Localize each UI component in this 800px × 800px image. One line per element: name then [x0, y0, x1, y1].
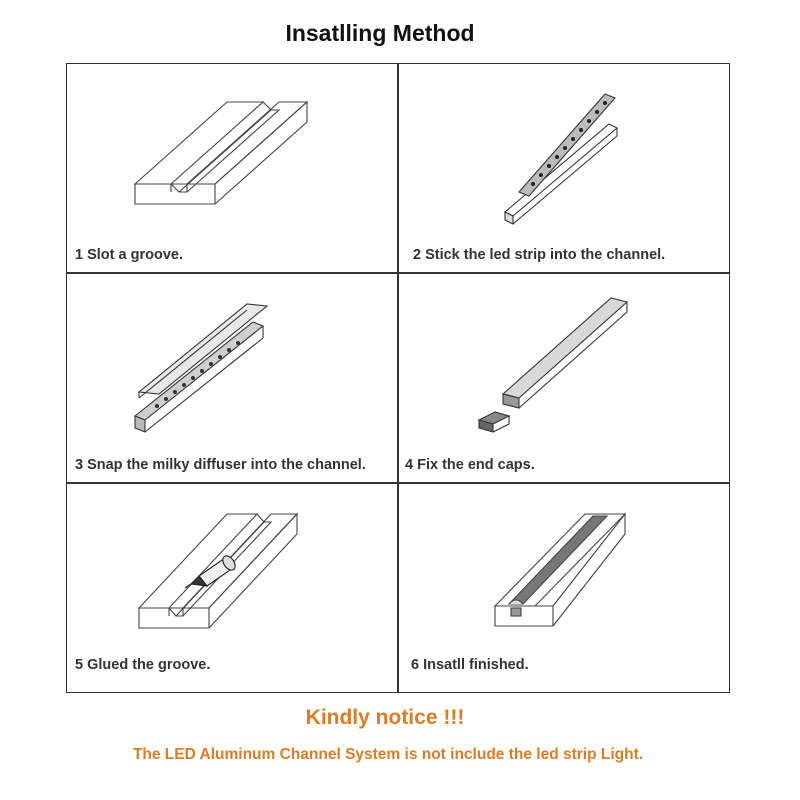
step-cell-1 [66, 63, 398, 273]
grooved-board-icon [67, 64, 399, 274]
diffuser-channel-icon [67, 274, 399, 484]
led-strip-channel-icon [399, 64, 731, 274]
step-cell-3 [66, 273, 398, 483]
end-cap-channel-icon [399, 274, 731, 484]
step-caption-2: 2 Stick the led strip into the channel. [413, 247, 666, 263]
notice-heading: Kindly notice !!! [305, 706, 465, 729]
step-caption-4: 4 Fix the end caps. [405, 457, 535, 473]
page-title: Insatlling Method [285, 20, 475, 46]
notice-text: The LED Aluminum Channel System is not include the led strip Light. [132, 746, 644, 763]
step-cell-5 [66, 483, 398, 693]
step-cell-6 [398, 483, 730, 693]
step-caption-5: 5 Glued the groove. [75, 657, 211, 673]
step-cell-4 [398, 273, 730, 483]
step-caption-3: 3 Snap the milky diffuser into the channel. [75, 457, 366, 473]
step-caption-6: 6 Insatll finished. [411, 657, 529, 673]
step-cell-2 [398, 63, 730, 273]
step-caption-1: 1 Slot a groove. [75, 247, 183, 263]
